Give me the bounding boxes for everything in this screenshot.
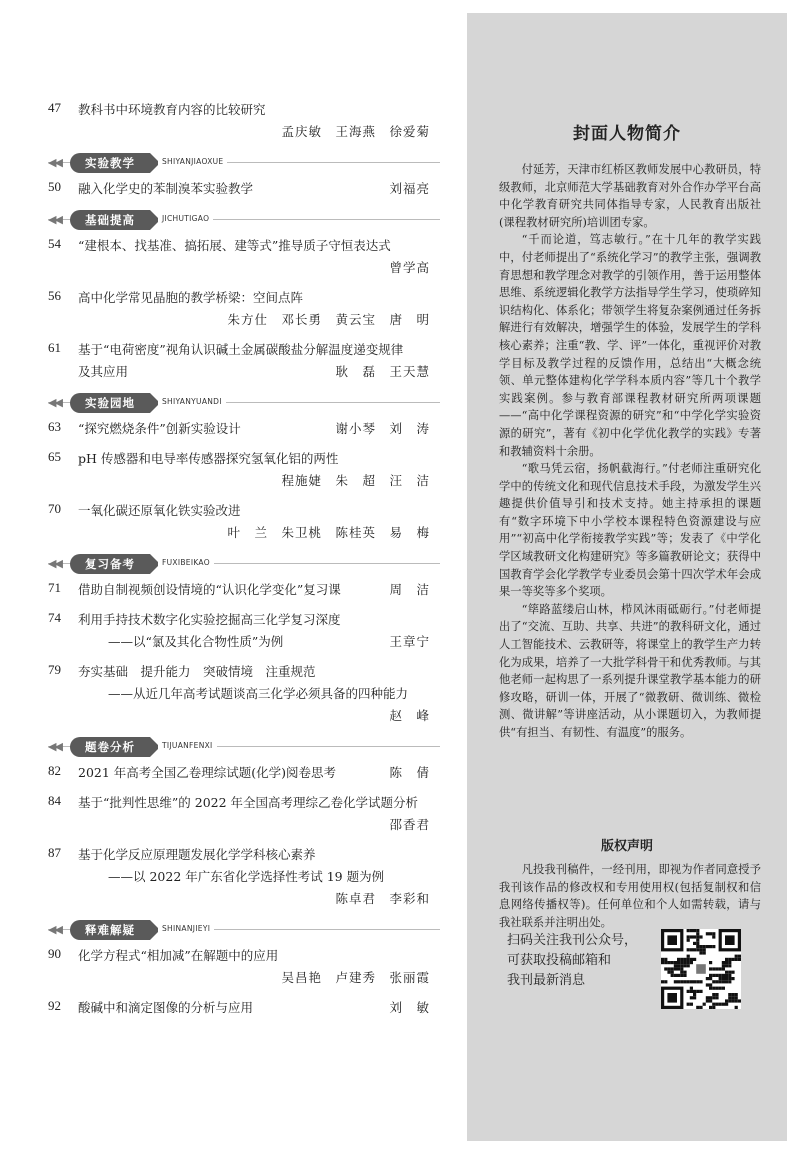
page-number: 63 (48, 419, 61, 434)
article-authors: 陈 倩 (389, 765, 430, 780)
section-arrows-icon: ◀◀ (48, 396, 61, 409)
page-number: 50 (48, 179, 61, 194)
section-header (48, 920, 440, 940)
toc-entry[interactable] (48, 340, 440, 384)
bio-paragraph: 付延芳，天津市红桥区教师发展中心教研员，特级教师，北京师范大学基础教育对外合作办学平台高中化学教育研究共同体指导专家，人民教育出版社(课程教材研究所)培训团专家。 (499, 163, 761, 229)
bio-paragraph: “歌马凭云宿，扬帆截海行。”付老师注重研究化学中的传统文化和现代信息技术手段，为激发学生兴趣提供价值导引和技术支持。她主持承担的课题有“数字环境下中小学校本课程特色资源建设与应用”“初高中化学衔接教学实践”等；发表了《中学化学区域教研文化构建研究》等多篇教研论文；获得中国教育学会化学教学专业委员会第十四次学术年会成果一等奖等多个奖项。 (499, 462, 761, 599)
article-authors: 孟庆敏 王海燕 徐爱菊 (281, 124, 430, 139)
section-arrows-icon: ◀◀ (48, 557, 61, 570)
section-arrows-icon: ◀◀ (48, 740, 61, 753)
toc-entry[interactable] (48, 501, 440, 545)
article-title: 一氧化碳还原氧化铁实验改进 (78, 503, 241, 518)
page-number: 56 (48, 288, 61, 303)
section-label: 题卷分析 (70, 737, 150, 757)
article-authors: 赵 峰 (389, 708, 430, 723)
article-title: 高中化学常见晶胞的教学桥梁：空间点阵 (78, 290, 304, 305)
section-pinyin: JICHUTIGAO (158, 214, 213, 223)
page-number: 47 (48, 100, 61, 115)
toc-entry[interactable] (48, 419, 440, 441)
article-authors: 耿 磊 王天慧 (335, 364, 430, 379)
section-arrows-icon: ◀◀ (48, 156, 61, 169)
section-arrows-icon: ◀◀ (48, 923, 61, 936)
toc-entry[interactable] (48, 449, 440, 493)
article-title: 借助自制视频创设情境的“认识化学变化”复习课 (78, 582, 341, 597)
toc-entry[interactable] (48, 610, 440, 654)
toc-entry[interactable] (48, 946, 440, 990)
qr-code-icon[interactable] (661, 929, 741, 1009)
toc-entry[interactable] (48, 845, 440, 911)
page-number: 87 (48, 845, 61, 860)
article-subtitle: ——以“氯及其化合物性质”为例 (108, 634, 284, 649)
section-label: 实验教学 (70, 153, 150, 173)
toc-entry[interactable] (48, 179, 440, 201)
bio-paragraph: “千而论道，笃志敏行。”在十几年的教学实践中，付老师提出了“系统化学习”的教学主张，强调教育思想和教学理念对教学的引领作用，善于运用整体思维、系统逻辑化教学方法指导学生学习，使琐碎知识结构化、体系化；带领学生将复杂案例通过任务拆解进行有效解决，增强学生的体验，发展学生的学科核心素养；注重“教、学、评”一体化，重视评价对教学目标及教学过程的反馈作用，总结出“大概念统领、单元整体建构化学学科本质内容”等几十个教学实践案例。参与教育部课程教材研究所两项课题——“高中化学课程资源的研究”和“中学化学实验资源的研究”，著有《初中化学优化教学的实践》专著和教辅资料十余册。 (499, 233, 761, 458)
section-label: 基础提高 (70, 210, 150, 230)
page-number: 79 (48, 662, 61, 677)
toc-entry[interactable] (48, 793, 440, 837)
article-authors: 吴昌艳 卢建秀 张丽霞 (281, 970, 430, 985)
article-title: “探究燃烧条件”创新实验设计 (78, 421, 241, 436)
page-number: 70 (48, 501, 61, 516)
toc-column (48, 0, 440, 1154)
toc-entry[interactable] (48, 100, 440, 144)
article-title: 基于化学反应原理题发展化学学科核心素养 (78, 847, 316, 862)
article-title: 教科书中环境教育内容的比较研究 (78, 102, 266, 117)
page-number: 82 (48, 763, 61, 778)
section-header (48, 210, 440, 230)
qr-caption-line: 扫码关注我刊公众号， (507, 933, 638, 948)
cover-profile-panel (467, 13, 787, 1141)
section-pinyin: FUXIBEIKAO (158, 558, 214, 567)
article-authors: 陈卓君 李彩和 (335, 891, 430, 906)
section-header (48, 554, 440, 574)
toc-entry[interactable] (48, 236, 440, 280)
section-label: 释难解疑 (70, 920, 150, 940)
article-title: “建根本、找基准、搞拓展、建等式”推导质子守恒表达式 (78, 238, 391, 253)
article-authors: 邵香君 (389, 817, 430, 832)
section-arrows-icon: ◀◀ (48, 213, 61, 226)
article-title: 2021 年高考全国乙卷理综试题(化学)阅卷思考 (78, 765, 337, 780)
article-authors: 王章宁 (389, 634, 430, 649)
section-pinyin: SHIYANJIAOXUE (158, 157, 227, 166)
section-pinyin: TIJUANFENXI (158, 741, 217, 750)
article-title: 基于“批判性思维”的 2022 年全国高考理综乙卷化学试题分析 (78, 795, 419, 810)
article-subtitle: ——以 2022 年广东省化学选择性考试 19 题为例 (108, 869, 385, 884)
article-authors: 程施婕 朱 超 汪 洁 (281, 473, 430, 488)
page-number: 61 (48, 340, 61, 355)
article-title: 基于“电荷密度”视角认识碱土金属碳酸盐分解温度递变规律 (78, 342, 404, 357)
article-authors: 周 洁 (389, 582, 430, 597)
section-header (48, 737, 440, 757)
section-label: 实验园地 (70, 393, 150, 413)
toc-entry[interactable] (48, 998, 440, 1020)
toc-entry[interactable] (48, 662, 440, 728)
section-pinyin: SHIYANYUANDI (158, 397, 226, 406)
article-title: 利用手持技术数字化实验挖掘高三化学复习深度 (78, 612, 341, 627)
section-header (48, 153, 440, 173)
copyright-notice (499, 861, 761, 931)
qr-caption-line: 我刊最新消息 (507, 973, 586, 988)
page-number: 54 (48, 236, 61, 251)
copyright-heading: 版权声明 (600, 839, 653, 854)
copyright-text: 凡投我刊稿件，一经刊用，即视为作者同意授予我刊该作品的修改权和专用使用权(包括复制权和信息网络传播权等)。任何单位和个人如需转载，请与我社联系并注明出处。 (499, 863, 761, 929)
article-authors: 曾学高 (389, 260, 430, 275)
article-authors: 叶 兰 朱卫桃 陈桂英 易 梅 (227, 525, 430, 540)
article-title: 酸碱中和滴定图像的分析与应用 (78, 1000, 254, 1015)
page-number: 65 (48, 449, 61, 464)
bio-paragraph: “筚路蓝缕启山林，栉风沐雨砥砺行。”付老师提出了“交流、互助、共享、共进”的教科研文化，通过人工智能技术、云教研等，将课堂上的教学生产力转化为成果，培养了一大批学科骨干和优秀教师。与其他老师一起构思了一系列提升课堂教学基本能力的研修攻略，研训一体，开展了“微教研、微训练、微检测、微讲解”等讲座活动，从小课题切入，为教师提供“有担当、有韧性、有温度”的服务。 (499, 602, 761, 739)
page-number: 90 (48, 946, 61, 961)
qr-caption (507, 931, 677, 991)
article-subtitle: ——从近几年高考试题谈高三化学必须具备的四种能力 (108, 686, 409, 701)
article-title: pH 传感器和电导率传感器探究氢氧化铝的两性 (78, 451, 339, 466)
section-label: 复习备考 (70, 554, 150, 574)
article-title-cont: 及其应用 (78, 364, 129, 379)
toc-entry[interactable] (48, 580, 440, 602)
article-title: 夯实基础 提升能力 突破情境 注重规范 (78, 664, 316, 679)
page-number: 71 (48, 580, 61, 595)
toc-entry[interactable] (48, 288, 440, 332)
qr-caption-line: 可获取投稿邮箱和 (507, 953, 612, 968)
article-authors: 朱方仕 邓长勇 黄云宝 唐 明 (227, 312, 430, 327)
article-title: 融入化学史的苯制溴苯实验教学 (78, 181, 254, 196)
section-pinyin: SHINANJIEYI (158, 924, 214, 933)
page-number: 92 (48, 998, 61, 1013)
page-number: 84 (48, 793, 61, 808)
toc-entry[interactable] (48, 763, 440, 785)
section-header (48, 393, 440, 413)
cover-bio (499, 161, 761, 742)
page-number: 74 (48, 610, 61, 625)
article-authors: 刘福亮 (389, 181, 430, 196)
cover-heading: 封面人物简介 (573, 124, 681, 144)
article-title: 化学方程式“相加减”在解题中的应用 (78, 948, 279, 963)
article-authors: 谢小琴 刘 涛 (335, 421, 430, 436)
article-authors: 刘 敏 (389, 1000, 430, 1015)
